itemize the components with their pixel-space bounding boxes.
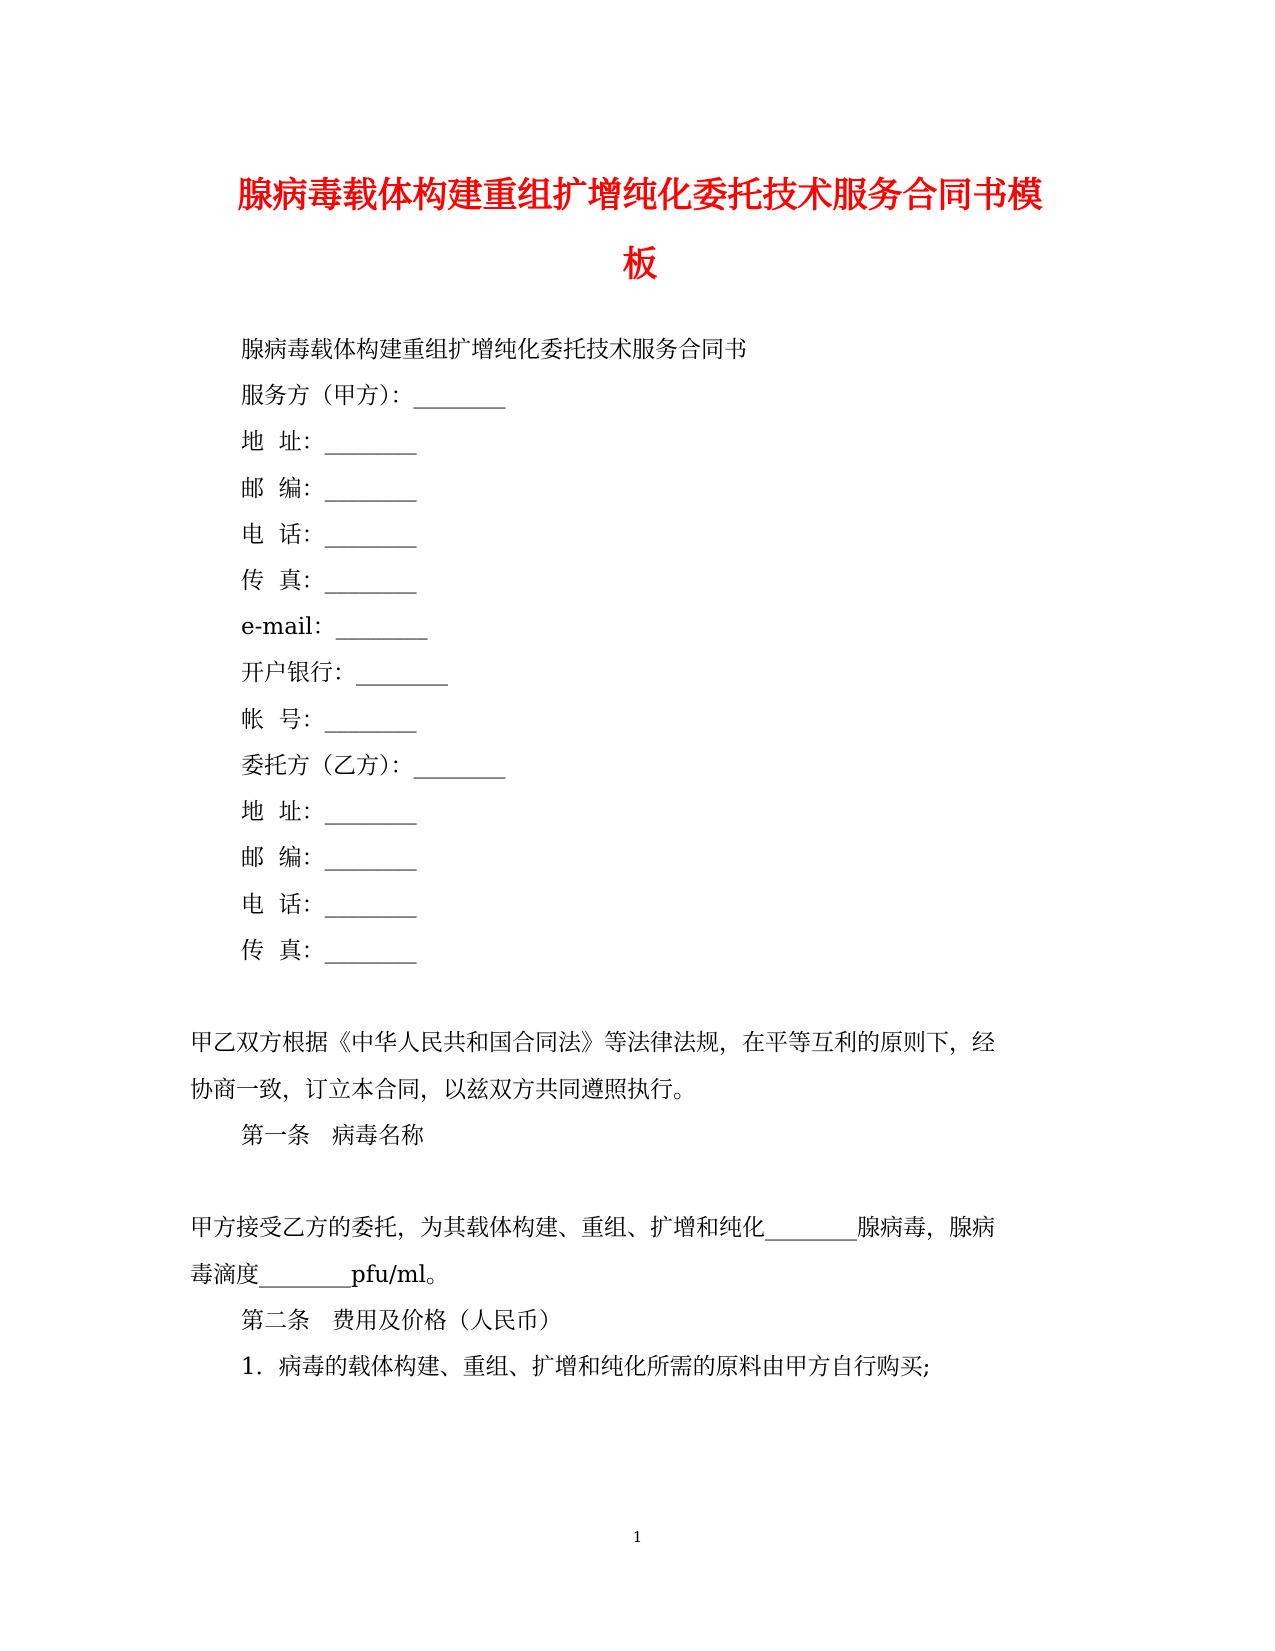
document-title-line-1: 腺病毒载体构建重组扩增纯化委托技术服务合同书模	[237, 175, 1043, 216]
party-a-phone: 电 话：________	[241, 522, 417, 548]
article-1-heading: 第一条 病毒名称	[241, 1123, 424, 1149]
party-a-postcode: 邮 编：________	[241, 476, 417, 502]
party-a-label: 服务方（甲方）：________	[241, 383, 506, 409]
party-a-email: e-mail：________	[241, 614, 428, 640]
preamble-line-1: 甲乙双方根据《中华人民共和国合同法》等法律法规，在平等互利的原则下，经	[190, 1030, 995, 1056]
party-a-bank: 开户银行：________	[241, 660, 448, 686]
party-a-account: 帐 号：________	[241, 707, 417, 733]
article-1-line-2: 毒滴度________pfu/ml。	[190, 1262, 449, 1288]
preamble-line-2: 协商一致，订立本合同，以兹双方共同遵照执行。	[190, 1077, 696, 1103]
article-1-line-1: 甲方接受乙方的委托，为其载体构建、重组、扩增和纯化________腺病毒，腺病	[190, 1215, 995, 1241]
article-2-heading: 第二条 费用及价格（人民币）	[241, 1308, 562, 1334]
contract-subtitle: 腺病毒载体构建重组扩增纯化委托技术服务合同书	[241, 337, 747, 363]
party-b-phone: 电 话：________	[241, 892, 417, 918]
party-a-address: 地 址：________	[241, 429, 417, 455]
party-b-label: 委托方（乙方）：________	[241, 753, 506, 779]
party-b-address: 地 址：________	[241, 799, 417, 825]
party-a-fax: 传 真：________	[241, 568, 417, 594]
party-b-postcode: 邮 编：________	[241, 845, 417, 871]
article-2-item-1: 1．病毒的载体构建、重组、扩增和纯化所需的原料由甲方自行购买;	[241, 1354, 931, 1380]
party-b-fax: 传 真：________	[241, 938, 417, 964]
document-title-line-2: 板	[622, 244, 658, 285]
page-number: 1	[632, 1528, 643, 1546]
